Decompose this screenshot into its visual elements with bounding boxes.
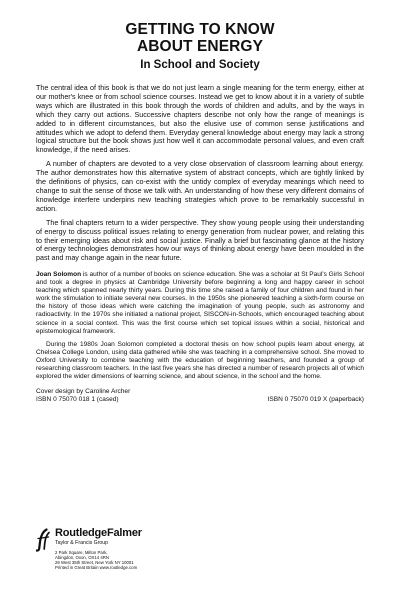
author-name: Joan Solomon — [36, 271, 82, 279]
address-line-3: 29 West 35th Street, New York NY 10001 — [55, 560, 134, 566]
bio-paragraph-1 — [36, 271, 364, 335]
publisher-address — [55, 550, 142, 570]
book-subtitle: In School and Society — [140, 59, 260, 71]
cover-design-credit: Cover design by Caroline Archer — [36, 387, 131, 395]
book-title — [36, 22, 364, 55]
book-description — [36, 84, 364, 263]
publisher-imprint — [36, 528, 142, 570]
publisher-group: Taylor & Francis Group — [55, 540, 109, 546]
isbn-paperback: ISBN 0 75070 019 X (paperback) — [267, 396, 364, 404]
title-line-2: ABOUT ENERGY — [136, 37, 264, 55]
address-line-1: 2 Park Square, Milton Park, — [55, 550, 108, 555]
address-line-4: Printed in Great Britain www.routledge.com — [55, 565, 138, 571]
description-paragraph-1: The central idea of this book is that we do not just learn a single meaning for the term energy, either at our mother's knee or from school science courses. Instead we get to know about it in a variety of subtle ways which are illustrated in this book through the words of children and adults, and by the ways in which they carry out actions. Successive chapters describe not only how the range of meanings is added to in different circumstances, but also the elusive use of common sense justifications and attitudes which we adopt to defend them. Everyday general knowledge about energy may lack a strong logical structure but the book shows just how well it can accommodate personal values, and even craft knowledge, if the need arises. — [36, 84, 364, 155]
routledge-logo-icon — [36, 528, 52, 552]
isbn-row — [36, 396, 364, 404]
address-line-2: Abingdon, Oxon, OX14 4RN — [55, 555, 109, 561]
publisher-text — [55, 528, 142, 570]
publisher-name: RoutledgeFalmer — [55, 527, 142, 539]
description-paragraph-3: The final chapters return to a wider perspective. They show young people using their understanding of energy to discuss political issues relating to energy generation from nuclear power, and relating this to their emerging ideas about risk and social justice. Finally a brief but fascinating glance at the history of energy technologies demonstrates how our ways of thinking about energy have been moulded in the past and may change again in the near future. — [36, 218, 364, 263]
author-biography — [36, 271, 364, 381]
title-line-1: GETTING TO KNOW — [125, 21, 275, 38]
bio-paragraph-1-text: is author of a number of books on science education. She was a scholar at St Paul's Girls School and took a degree in physics at Cambridge University before beginning a long and happy career in school teaching which spanned nearly thirty years. During this time she raised a family of four children and found in her work the stimulation to initiate several new courses. In the 1950s she pioneered teaching a sixth-form course on the history of those ideas which were catching the imagination of young people, such as astronomy and radioactivity. In the 1970s she initiated a national project, SISCON-in-Schools, which encouraged teaching about science in a social context. This was the first course which set topical issues within a social, historical and epistemological framework. — [36, 271, 364, 335]
description-paragraph-2: A number of chapters are devoted to a very close observation of classroom learning about energy. The author demonstrates how this alternative system of abstract concepts, which are tightly linked by the definitions of physics, can co-exist with the untidy complex of everyday meanings which need to change to suit the sense of those we talk with. An understanding of how these very different domains of knowledge interfere underpins new teaching strategies which prove to be remarkably successful in action. — [36, 160, 364, 213]
bio-paragraph-2: During the 1980s Joan Solomon completed a doctoral thesis on how school pupils learn about energy, at Chelsea College London, using data gathered while she was teaching in a comprehensive school. She moved to Oxford University to combine teaching with the education of beginning teachers, and founded a group of researching classroom teachers. In the last five years she has directed a number of research projects all of which explored the wider dimensions of learning science, and about science, in the school and the home. — [36, 340, 364, 380]
isbn-cased: ISBN 0 75070 018 1 (cased) — [36, 396, 119, 404]
